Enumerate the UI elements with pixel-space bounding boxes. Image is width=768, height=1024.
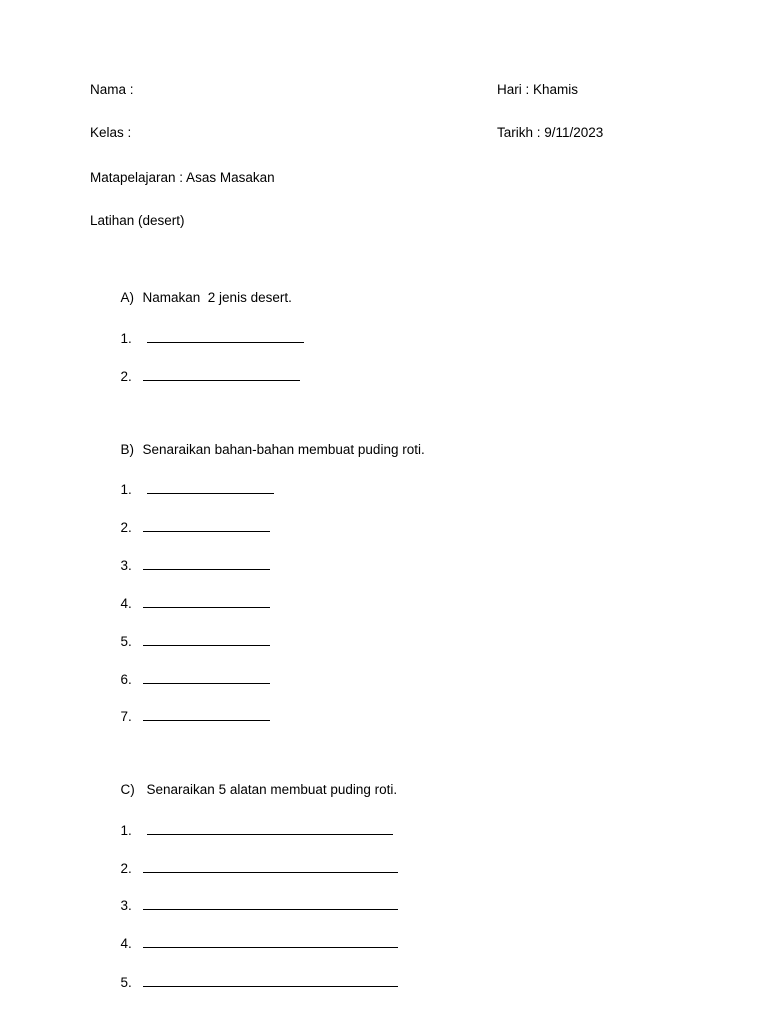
- hari-label: Hari : Khamis: [497, 82, 579, 97]
- answer-blank[interactable]: [147, 821, 393, 835]
- section-a-text: Namakan 2 jenis desert.: [142, 290, 292, 305]
- item-number: 7.: [120, 709, 132, 724]
- section-c-question: [113, 766, 397, 798]
- item-number: 3.: [120, 898, 132, 913]
- item-number: 6.: [120, 672, 132, 687]
- answer-line: [113, 616, 270, 650]
- section-c-marker: C): [120, 782, 135, 797]
- answer-blank[interactable]: [143, 859, 398, 873]
- answer-blank[interactable]: [143, 556, 270, 570]
- answer-line: [113, 578, 270, 612]
- item-number: 1.: [120, 823, 132, 838]
- answer-line: [113, 502, 270, 536]
- answer-blank[interactable]: [143, 934, 398, 948]
- answer-line: [113, 691, 270, 725]
- answer-line: [113, 805, 393, 839]
- section-b-question: [113, 426, 425, 458]
- answer-line: [113, 957, 398, 991]
- answer-blank[interactable]: [143, 670, 270, 684]
- answer-line: [113, 351, 300, 385]
- section-c-text: Senaraikan 5 alatan membuat puding roti.: [146, 782, 398, 797]
- item-number: 2.: [120, 369, 132, 384]
- section-b-marker: B): [120, 442, 135, 457]
- item-number: 5.: [120, 634, 132, 649]
- item-number: 1.: [120, 482, 132, 497]
- answer-blank[interactable]: [147, 329, 304, 343]
- latihan-title: Latihan (desert): [90, 213, 185, 228]
- item-number: 2.: [120, 861, 132, 876]
- answer-line: [113, 880, 398, 914]
- answer-blank[interactable]: [143, 518, 270, 532]
- matapelajaran-label: Matapelajaran : Asas Masakan: [90, 170, 275, 185]
- answer-blank[interactable]: [143, 973, 398, 987]
- section-a-question: [113, 274, 292, 306]
- answer-blank[interactable]: [143, 707, 270, 721]
- answer-blank[interactable]: [143, 896, 398, 910]
- answer-line: [113, 843, 398, 877]
- answer-blank[interactable]: [143, 367, 300, 381]
- item-number: 3.: [120, 558, 132, 573]
- tarikh-label: Tarikh : 9/11/2023: [497, 125, 604, 140]
- item-number: 4.: [120, 596, 132, 611]
- answer-line: [113, 540, 270, 574]
- answer-blank[interactable]: [143, 632, 270, 646]
- section-b-text: Senaraikan bahan-bahan membuat puding roti.: [142, 442, 425, 457]
- answer-blank[interactable]: [147, 480, 274, 494]
- kelas-label: Kelas :: [90, 125, 132, 140]
- answer-blank[interactable]: [143, 594, 270, 608]
- item-number: 4.: [120, 936, 132, 951]
- answer-line: [113, 918, 398, 952]
- nama-label: Nama :: [90, 82, 134, 97]
- item-number: 2.: [120, 520, 132, 535]
- item-number: 1.: [120, 331, 132, 346]
- answer-line: [113, 313, 304, 347]
- section-a-marker: A): [120, 290, 135, 305]
- item-number: 5.: [120, 975, 132, 990]
- answer-line: [113, 464, 274, 498]
- answer-line: [113, 654, 270, 688]
